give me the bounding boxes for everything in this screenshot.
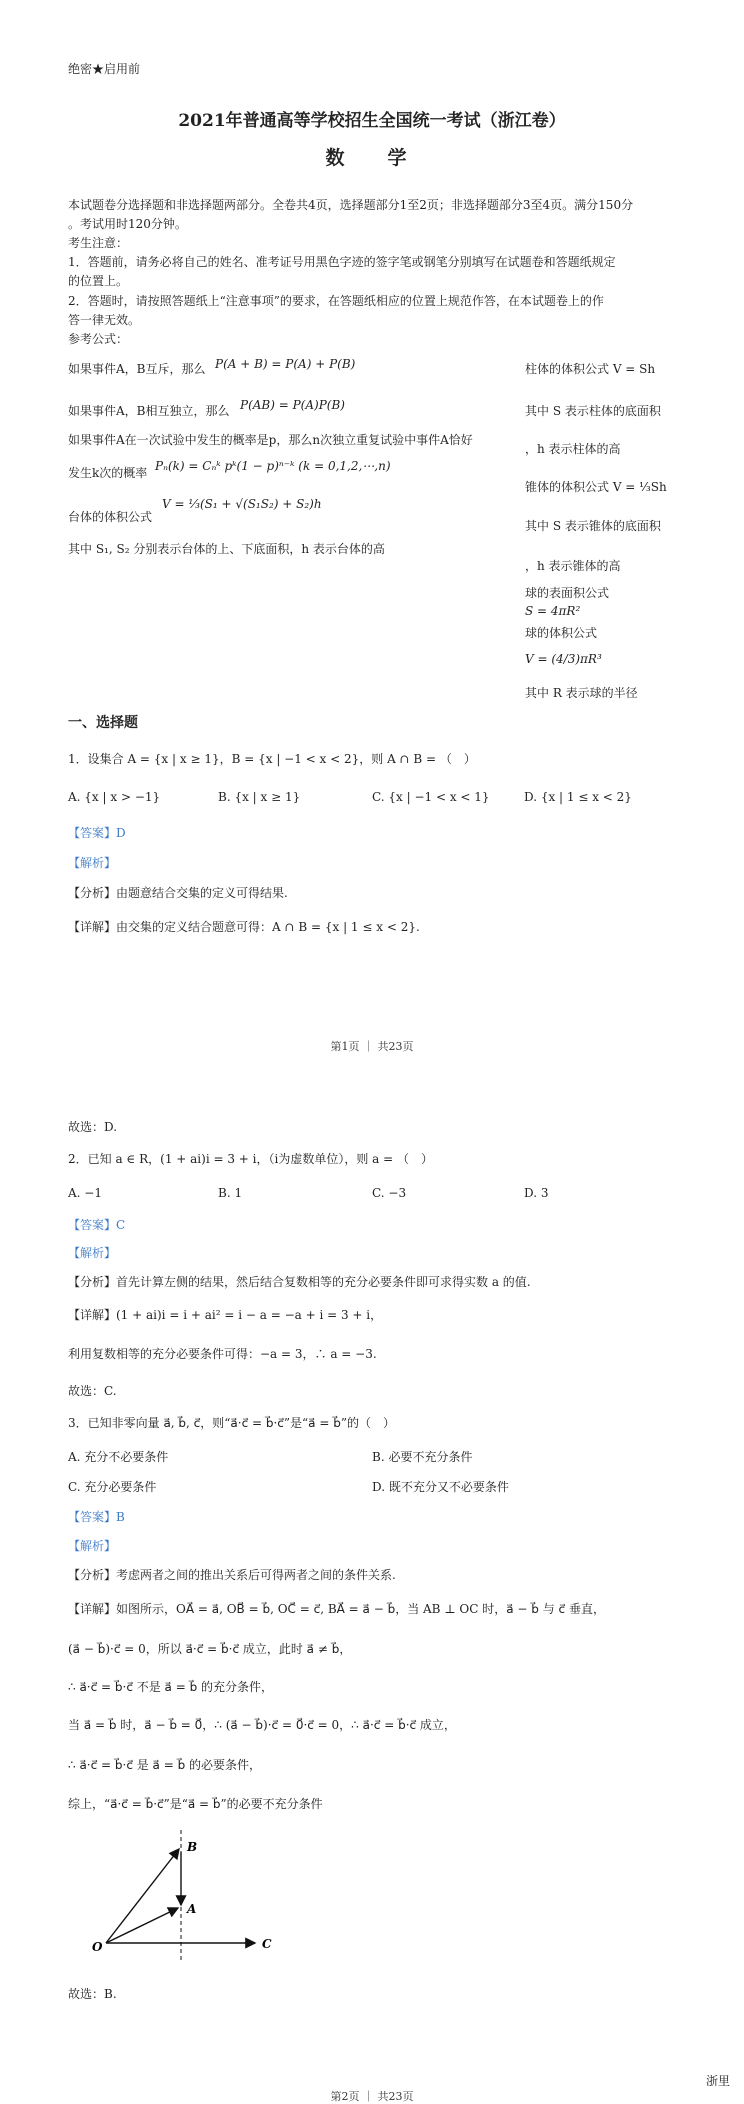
intro-line: 。考试用时120分钟。	[68, 217, 187, 231]
formula-text: 如果事件A在一次试验中发生的概率是p，那么n次独立重复试验中事件A恰好	[68, 433, 473, 447]
formula-right: ，h 表示锥体的高	[525, 559, 621, 573]
formula-math: P(AB) = P(A)P(B)	[240, 398, 345, 412]
intro-line: 本试题卷分选择题和非选择题两部分。全卷共4页，选择题部分1至2页；非选择题部分3至4页。满分150分	[68, 198, 634, 212]
exam-title: 2021年普通高等学校招生全国统一考试（浙江卷）	[178, 111, 566, 131]
formula-math: Pₙ(k) = Cₙᵏ pᵏ(1 − p)ⁿ⁻ᵏ (k = 0,1,2,⋯,n)	[155, 459, 391, 473]
option-b: B. 1	[218, 1186, 243, 1200]
answer-label: 【答案】C	[68, 1218, 126, 1232]
formula-text: 发生k次的概率	[68, 466, 148, 480]
section-title: 一、选择题	[68, 715, 138, 731]
formula-right: 其中 S 表示锥体的底面积	[525, 519, 661, 533]
choose-text: 故选：B.	[68, 1987, 117, 2001]
option-a: A. {x | x > −1}	[68, 790, 161, 804]
choose-text: 故选：C.	[68, 1384, 117, 1398]
notice-item: 答一律无效。	[68, 313, 141, 327]
option-a: A. −1	[68, 1186, 102, 1200]
analysis-text: 【分析】首先计算左侧的结果，然后结合复数相等的充分必要条件即可求得实数 a 的值.	[68, 1275, 531, 1289]
formula-math: V = ⅓(S₁ + √(S₁S₂) + S₂)h	[162, 497, 322, 511]
formula-text: 台体的体积公式	[68, 510, 153, 524]
label-b: B	[187, 1840, 198, 1854]
formula-right: 其中 S 表示柱体的底面积	[525, 404, 661, 418]
option-a: A. 充分不必要条件	[68, 1450, 169, 1464]
detail-text: 【详解】如图所示，OA⃗ = a⃗, OB⃗ = b⃗, OC⃗ = c⃗, BA⃗ = a⃗ − b⃗，当 AB ⊥ OC 时，a⃗ − b⃗ 与 c⃗ 垂直，	[68, 1602, 605, 1616]
answer-label: 【答案】B	[68, 1510, 125, 1524]
jiexi-label: 【解析】	[68, 1246, 117, 1260]
detail-text: 【详解】(1 + ai)i = i + ai² = i − a = −a + i = 3 + i，	[68, 1308, 383, 1322]
detail-text: 【详解】由交集的定义结合题意可得：A ∩ B = {x | 1 ≤ x < 2}.	[68, 920, 420, 934]
formula-right: 球的体积公式	[525, 626, 598, 640]
label-c: C	[262, 1937, 272, 1951]
option-c: C. −3	[372, 1186, 407, 1200]
option-d: D. {x | 1 ≤ x < 2}	[524, 790, 632, 804]
detail-text: 利用复数相等的充分必要条件可得：−a = 3，∴ a = −3.	[68, 1347, 377, 1361]
secret-label: 绝密★启用前	[68, 62, 141, 76]
answer-label: 【答案】D	[68, 826, 126, 840]
option-b: B. 必要不充分条件	[372, 1450, 473, 1464]
vector-oa	[106, 1908, 178, 1943]
formula-right: 锥体的体积公式 V = ⅓Sh	[525, 480, 667, 494]
detail-text: ∴ a⃗·c⃗ = b⃗·c⃗ 不是 a⃗ = b⃗ 的充分条件，	[68, 1680, 274, 1694]
notice-item: 2．答题时，请按照答题纸上“注意事项”的要求，在答题纸相应的位置上规范作答，在本试题卷上的作	[68, 294, 604, 308]
vector-ob	[106, 1849, 179, 1943]
question-stem: 3．已知非零向量 a⃗, b⃗, c⃗，则“a⃗·c⃗ = b⃗·c⃗”是“a⃗ = b⃗”的（ ）	[68, 1416, 395, 1430]
question-stem: 1．设集合 A = {x | x ≥ 1}，B = {x | −1 < x < 2}，则 A ∩ B = （ ）	[68, 752, 476, 766]
notice-item: 的位置上。	[68, 274, 129, 288]
jiexi-label: 【解析】	[68, 1539, 117, 1553]
formula-right: 柱体的体积公式 V = Sh	[525, 362, 656, 376]
formula-text: 如果事件A，B互斥，那么	[68, 362, 206, 376]
formula-right: 其中 R 表示球的半径	[525, 686, 638, 700]
corner-watermark: 浙里	[706, 2074, 731, 2088]
question-stem: 2．已知 a ∈ R，(1 + ai)i = 3 + i，（i为虚数单位），则 a = （ ）	[68, 1152, 433, 1166]
formula-right: S = 4πR²	[525, 604, 581, 618]
formula-text: 如果事件A，B相互独立，那么	[68, 404, 230, 418]
label-a: A	[187, 1902, 197, 1916]
option-d: D. 3	[524, 1186, 549, 1200]
page-footer: 第1页 ｜ 共23页	[330, 1040, 414, 1053]
formula-right: ，h 表示柱体的高	[525, 442, 621, 456]
label-o: O	[92, 1940, 103, 1954]
detail-text: ∴ a⃗·c⃗ = b⃗·c⃗ 是 a⃗ = b⃗ 的必要条件，	[68, 1758, 262, 1772]
notice-item: 1．答题前，请务必将自己的姓名、准考证号用黑色字迹的签字笔或钢笔分别填写在试题卷和答题纸规定	[68, 255, 616, 269]
option-b: B. {x | x ≥ 1}	[218, 790, 301, 804]
option-c: C. 充分必要条件	[68, 1480, 157, 1494]
analysis-text: 【分析】由题意结合交集的定义可得结果.	[68, 886, 288, 900]
formula-math: P(A + B) = P(A) + P(B)	[215, 357, 356, 371]
formula-right: V = (4/3)πR³	[525, 652, 602, 666]
option-c: C. {x | −1 < x < 1}	[372, 790, 490, 804]
ref-title: 参考公式：	[68, 332, 129, 346]
detail-text: 当 a⃗ = b⃗ 时，a⃗ − b⃗ = 0⃗，∴ (a⃗ − b⃗)·c⃗ = 0⃗·c⃗ = 0，∴ a⃗·c⃗ = b⃗·c⃗ 成立，	[68, 1718, 456, 1732]
notice-title: 考生注意：	[68, 236, 129, 250]
subject-title: 数 学	[325, 147, 419, 169]
jiexi-label: 【解析】	[68, 856, 117, 870]
analysis-text: 【分析】考虑两者之间的推出关系后可得两者之间的条件关系.	[68, 1568, 396, 1582]
detail-text: 综上，“a⃗·c⃗ = b⃗·c⃗”是“a⃗ = b⃗”的必要不充分条件	[68, 1797, 323, 1811]
detail-text: (a⃗ − b⃗)·c⃗ = 0，所以 a⃗·c⃗ = b⃗·c⃗ 成立，此时 a⃗ ≠ b⃗，	[68, 1642, 352, 1656]
page-footer: 第2页 ｜ 共23页	[330, 2090, 414, 2103]
vector-figure	[80, 1825, 300, 1965]
formula-text: 其中 S₁, S₂ 分别表示台体的上、下底面积，h 表示台体的高	[68, 542, 385, 556]
formula-right: 球的表面积公式	[525, 586, 610, 600]
choose-text: 故选：D.	[68, 1120, 118, 1134]
option-d: D. 既不充分又不必要条件	[372, 1480, 509, 1494]
